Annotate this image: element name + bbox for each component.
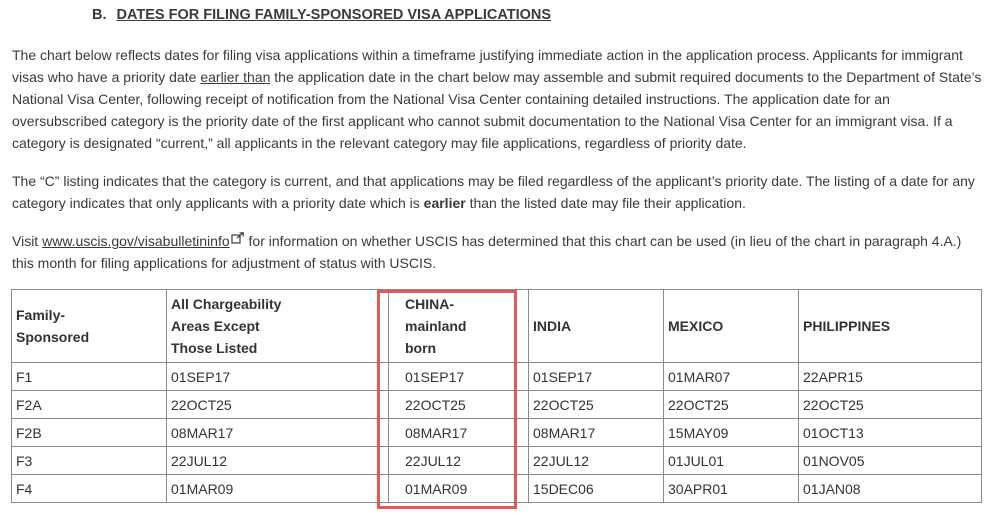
table-header-row [12, 290, 982, 363]
cell-philippines: 01OCT13 [799, 419, 982, 447]
cell-china: 22JUL12 [389, 447, 529, 475]
para1-before: The chart below reflects dates for filing visa applications within a timeframe justifying immediate action in the application process. Applicants for immigrant visas who have a priority date [12, 47, 963, 85]
paragraph-current-listing [12, 170, 982, 214]
cell-china: 01MAR09 [389, 475, 529, 503]
cell-category: F3 [12, 447, 167, 475]
header-mexico: MEXICO [664, 290, 799, 363]
para1-after: the application date in the chart below may assemble and submit required documents to the Department of State’s National Visa Center, following receipt of notification from the National Visa Center containing detailed instructions. The application date for an oversubscribed category is the priority date of the first applicant who cannot submit documentation to the National Visa Center for an immigrant visa. If a category is designated “current,” all applicants in the relevant category may file applications, regardless of priority date. [12, 69, 982, 151]
section-heading [92, 7, 551, 23]
table-row [12, 363, 982, 391]
cell-china: 01SEP17 [389, 363, 529, 391]
cell-all-chargeability: 01MAR09 [167, 475, 389, 503]
cell-philippines: 01NOV05 [799, 447, 982, 475]
cell-category: F2A [12, 391, 167, 419]
cell-india: 01SEP17 [529, 363, 664, 391]
cell-india: 22OCT25 [529, 391, 664, 419]
paragraph-uscis-visit [12, 230, 982, 274]
cell-philippines: 22OCT25 [799, 391, 982, 419]
header-allchg-line1: All Chargeability [171, 296, 282, 312]
family-sponsored-dates-table [11, 289, 982, 503]
header-china [389, 290, 529, 363]
cell-india: 22JUL12 [529, 447, 664, 475]
header-allchg-line3: Those Listed [171, 340, 258, 356]
header-philippines: PHILIPPINES [799, 290, 982, 363]
para3-after: for information on whether USCIS has determined that this chart can be used (in lieu of the chart in paragraph 4.A.) this month for filing applications for adjustment of status with USCIS. [12, 233, 962, 271]
table-row [12, 447, 982, 475]
cell-india: 15DEC06 [529, 475, 664, 503]
cell-category: F4 [12, 475, 167, 503]
cell-philippines: 22APR15 [799, 363, 982, 391]
cell-all-chargeability: 22JUL12 [167, 447, 389, 475]
cell-philippines: 01JAN08 [799, 475, 982, 503]
cell-mexico: 30APR01 [664, 475, 799, 503]
cell-mexico: 22OCT25 [664, 391, 799, 419]
header-china-line3: born [405, 340, 437, 356]
external-link-icon[interactable] [231, 232, 245, 244]
header-family-line2: Sponsored [16, 329, 90, 345]
header-india: INDIA [529, 290, 664, 363]
cell-india: 08MAR17 [529, 419, 664, 447]
para2-bold: earlier [423, 195, 466, 211]
table-row [12, 419, 982, 447]
cell-mexico: 15MAY09 [664, 419, 799, 447]
header-all-chargeability [167, 290, 389, 363]
table-row [12, 475, 982, 503]
header-family-sponsored [12, 290, 167, 363]
cell-all-chargeability: 08MAR17 [167, 419, 389, 447]
cell-all-chargeability: 22OCT25 [167, 391, 389, 419]
para3-before: Visit [12, 233, 43, 249]
header-allchg-line2: Areas Except [171, 318, 260, 334]
header-china-line1: CHINA- [405, 296, 454, 312]
cell-china: 22OCT25 [389, 391, 529, 419]
para2-after: than the listed date may file their application. [465, 195, 746, 211]
header-china-line2: mainland [405, 318, 467, 334]
section-letter: B. [92, 7, 107, 23]
cell-mexico: 01JUL01 [664, 447, 799, 475]
paragraph-chart-description [12, 44, 982, 154]
para2-before: The “C” listing indicates that the category is current, and that applications may be filed regardless of the applicant’s priority date. The listing of a date for any category indicates that only applicants with a priority date which is [12, 173, 975, 211]
cell-mexico: 01MAR07 [664, 363, 799, 391]
para1-emphasis: earlier than [200, 69, 271, 85]
cell-category: F1 [12, 363, 167, 391]
cell-all-chargeability: 01SEP17 [167, 363, 389, 391]
header-family-line1: Family- [16, 307, 66, 323]
section-title: DATES FOR FILING FAMILY-SPONSORED VISA APPLICATIONS [116, 7, 552, 23]
cell-china: 08MAR17 [389, 419, 529, 447]
uscis-visa-bulletin-link[interactable]: www.uscis.gov/visabulletininfo [42, 233, 230, 249]
table-row [12, 391, 982, 419]
cell-category: F2B [12, 419, 167, 447]
